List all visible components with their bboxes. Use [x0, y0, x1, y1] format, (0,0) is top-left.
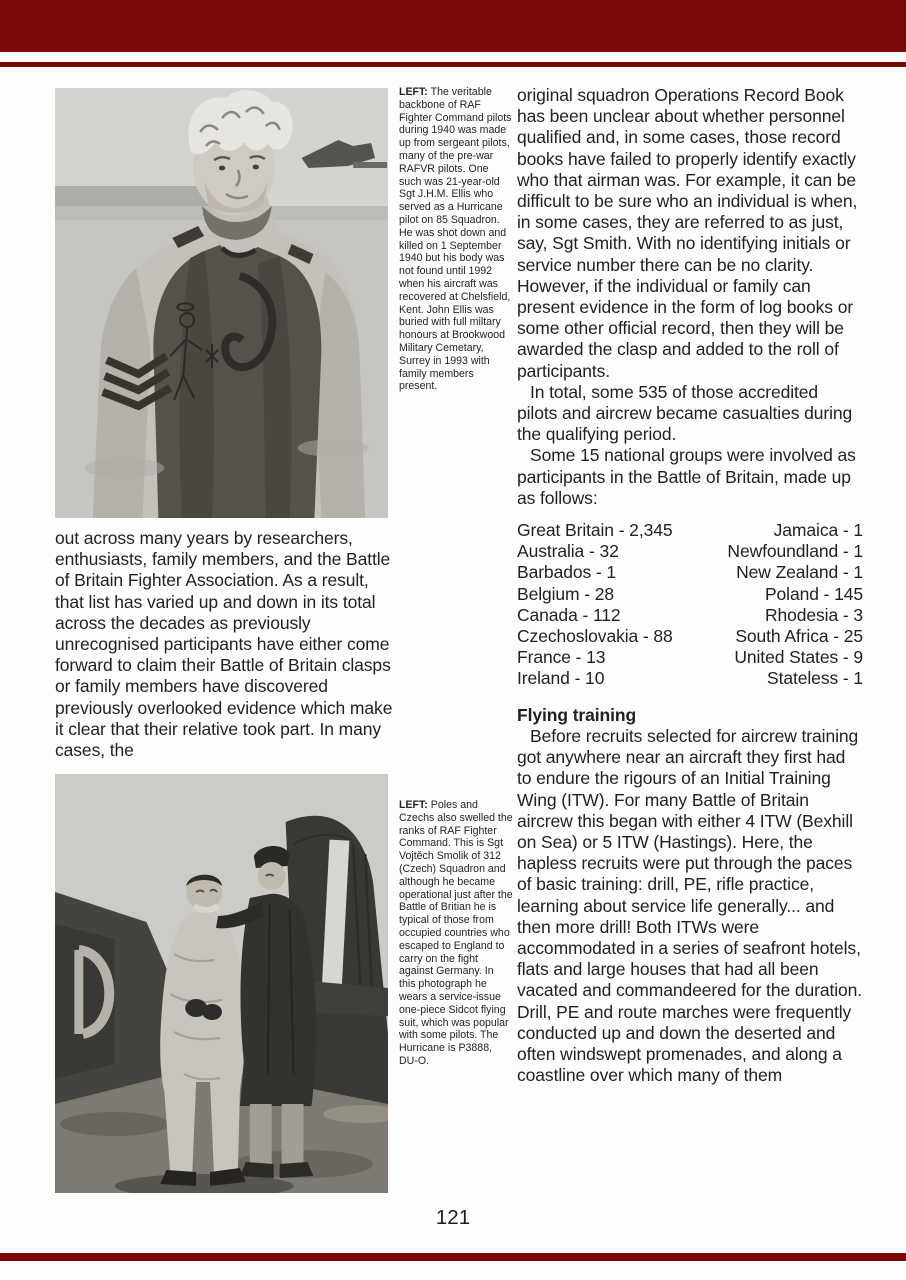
participant-left: Czechoslovakia - 88 — [517, 626, 673, 647]
participant-right: New Zealand - 1 — [736, 562, 863, 583]
participant-right: South Africa - 25 — [735, 626, 863, 647]
right-column — [517, 85, 863, 1086]
participant-right: Poland - 145 — [764, 583, 863, 604]
top-red-rule — [0, 62, 906, 67]
paragraph-national-groups: Some 15 national groups were involved as participants in the Battle of Britain, made up as follows: — [517, 445, 856, 508]
participant-left: Canada - 112 — [517, 604, 621, 625]
participants-row — [517, 626, 863, 647]
participant-left: Great Britain - 2,345 — [517, 520, 673, 541]
caption2-text: Poles and Czechs also swelled the ranks of RAF Fighter Command. This is Sgt Vojtěch Smolik of 312 (Czech) Squadron and although he became operational just after the Battle of Britian he is typical of those from occupied countries who escaped to England to carry on the fight against Germany. In this photograph he wears a service-issue one-piece Sidcot flying suit, which was popular with some pilots. The Hurricane is P3888, DU-O. — [399, 799, 513, 1067]
participant-left: Barbados - 1 — [517, 562, 616, 583]
participant-right: United States - 9 — [734, 647, 863, 668]
participants-row — [517, 647, 863, 668]
page-number: 121 — [435, 1206, 471, 1229]
caption1-lead: LEFT: — [399, 86, 428, 98]
bottom-red-rule — [0, 1253, 906, 1261]
participants-row — [517, 605, 863, 626]
participants-row — [517, 520, 863, 541]
participants-list — [517, 520, 863, 690]
paragraph-records: original squadron Operations Record Book has been unclear about whether personnel qualified and, in some cases, those record books have failed to properly identify exactly who that airman was. For example, it can be difficult to be sure who an individual is when, in some cases, they are referred to as just, say, Sgt Smith. With no identifying initials or service number there can be no clarity. However, if the individual or family can present evidence in the form of log books or some other official record, then they will be awarded the clasp and added to the roll of participants. — [517, 85, 858, 381]
photo-sergeant-pilot-art — [55, 88, 388, 518]
section-heading-flying-training: Flying training — [517, 704, 637, 725]
participant-right: Jamaica - 1 — [773, 520, 863, 541]
participants-row — [517, 668, 863, 689]
photo-airmen-hurricane-art — [55, 774, 388, 1193]
caption-airmen-hurricane — [399, 799, 513, 1068]
caption1-text: The veritable backbone of RAF Fighter Command pilots during 1940 was made up from sergeant pilots, many of the pre-war RAFVR pilots. One such was 21-year-old Sgt J.H.M. Ellis who served as a Hurricane pilot on 85 Squadron. He was shot down and killed on 1 September 1940 but his body was not found until 1992 when his aircraft was recovered at Chelsfield, Kent. John Ellis was buried with full miltary honours at Brookwood Military Cemetary, Surrey in 1993 with family members present. — [399, 86, 512, 393]
participant-left: Belgium - 28 — [517, 583, 615, 604]
photo-sergeant-pilot — [55, 88, 388, 518]
participant-right: Stateless - 1 — [767, 668, 863, 689]
paragraph-casualties: In total, some 535 of those accredited pilots and aircrew became casualties during the qualifying period. — [517, 381, 853, 445]
participant-right: Rhodesia - 3 — [764, 604, 863, 625]
paragraph-flying-training: Before recruits selected for aircrew training got anywhere near an aircraft they first had to endure the rigours of an Initial Training Wing (ITW). For many Battle of Britain aircrew this began with either 4 ITW (Bexhill on Sea) or 5 ITW (Hastings). Here, the hapless recruits were put through the paces of basic training: drill, PE, rifle practice, learning about service life generally... and then more drill! Both ITWs were accommodated in a series of seafront hotels, flats and large houses that had all been vacated and commandeered for the duration. Drill, PE and route marches were frequently conducted up and down the deserted and often windswept promenades, and along a coastline over which many of them — [517, 725, 863, 1086]
participants-row — [517, 562, 863, 583]
left-column-text: out across many years by researchers, enthusiasts, family members, and the Battle of Britain Fighter Association. As a result, that list has varied up and down in its total across the decades as previously unrecognised participants have either come forward to claim their Battle of Britain clasps or family members have discovered previously overlooked evidence which make it clear that their relative took part. In many cases, the — [55, 528, 393, 761]
photo-airmen-hurricane — [55, 774, 388, 1193]
caption2-lead: LEFT: — [399, 799, 428, 811]
participant-left: France - 13 — [517, 647, 606, 668]
participants-row — [517, 541, 863, 562]
participant-left: Ireland - 10 — [517, 668, 605, 689]
participants-row — [517, 584, 863, 605]
participant-right: Newfoundland - 1 — [727, 541, 863, 562]
participant-left: Australia - 32 — [517, 541, 619, 562]
top-red-band — [0, 0, 906, 52]
caption-sergeant-pilot — [399, 86, 513, 393]
